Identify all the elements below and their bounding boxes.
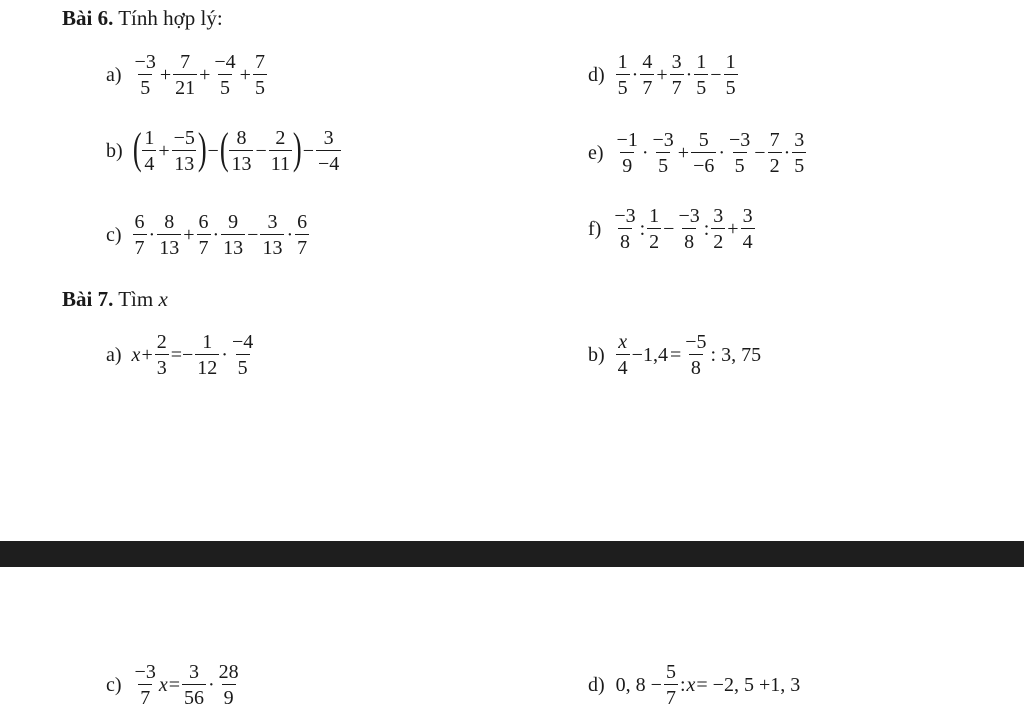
- denominator: 7: [295, 234, 309, 258]
- fraction: [640, 52, 654, 98]
- left-paren: (: [219, 124, 229, 173]
- operator: ·: [641, 142, 649, 164]
- fraction: [221, 212, 245, 258]
- denominator: 9: [620, 152, 634, 176]
- fraction: [269, 128, 292, 174]
- bai7-problem-b: [588, 332, 762, 378]
- operator: +: [158, 140, 170, 162]
- fraction: [260, 212, 284, 258]
- bai7-title-var: x: [158, 287, 168, 311]
- numerator: 7: [180, 51, 191, 73]
- numerator: −3: [614, 205, 636, 227]
- fraction: [172, 128, 197, 174]
- numerator: 1: [649, 205, 660, 227]
- fraction: [792, 130, 806, 176]
- operator: =: [168, 674, 180, 696]
- denominator: 5: [616, 74, 630, 98]
- numerator: −3: [678, 205, 700, 227]
- fraction: [612, 206, 637, 252]
- bai6-title-bold: Bài 6.: [62, 6, 114, 30]
- operator: ·: [208, 674, 215, 696]
- operator: ·: [212, 224, 220, 246]
- problem-label: d): [588, 64, 605, 86]
- bai6-title-text: Tính hợp lý:: [118, 6, 223, 30]
- bai6-heading: [62, 8, 223, 29]
- bai7-problem-c: [106, 662, 242, 708]
- denominator: 5: [694, 74, 708, 98]
- denominator: −4: [316, 150, 341, 174]
- numerator: 2: [275, 127, 286, 149]
- fraction: [197, 212, 211, 258]
- fraction: [616, 52, 630, 98]
- operator: =−: [170, 344, 194, 366]
- expression-text: = −2, 5 +1, 3: [696, 674, 801, 696]
- bai6-problem-b: [106, 124, 342, 175]
- fraction: [694, 52, 708, 98]
- numerator: −3: [729, 129, 751, 151]
- operator: −: [207, 140, 219, 162]
- numerator: 5: [665, 661, 676, 683]
- operator: −: [710, 64, 722, 86]
- separator-bar: [0, 541, 1024, 567]
- operator: +: [239, 64, 251, 86]
- fraction: [711, 206, 725, 252]
- fraction: [195, 332, 219, 378]
- fraction: [676, 206, 701, 252]
- operator: −: [302, 140, 314, 162]
- numerator: 3: [671, 51, 682, 73]
- problem-label: c): [106, 674, 122, 696]
- fraction: [615, 130, 640, 176]
- fraction: [670, 52, 684, 98]
- numerator: 7: [769, 129, 780, 151]
- bai7-problem-a: [106, 332, 256, 378]
- expression-text: −1,4: [631, 344, 668, 366]
- numerator: 9: [228, 211, 239, 233]
- bai7-title-bold: Bài 7.: [62, 287, 114, 311]
- bai7-problem-d: [588, 662, 801, 708]
- denominator: 7: [670, 74, 684, 98]
- operator: −: [255, 140, 267, 162]
- fraction: [230, 332, 255, 378]
- fraction: [295, 212, 309, 258]
- fraction: [651, 130, 676, 176]
- numerator: −5: [173, 127, 195, 149]
- fraction: [768, 130, 782, 176]
- problem-label: f): [588, 218, 602, 240]
- numerator: 28: [218, 661, 239, 683]
- numerator: 3: [323, 127, 334, 149]
- problem-label: d): [588, 674, 605, 696]
- operator: :: [679, 674, 686, 696]
- denominator: 8: [682, 228, 696, 252]
- numerator: 1: [202, 331, 213, 353]
- operator: +: [183, 224, 195, 246]
- fraction: [691, 130, 716, 176]
- numerator: 8: [164, 211, 175, 233]
- numerator: −4: [231, 331, 254, 353]
- fraction: [683, 332, 708, 378]
- bai6-problem-e: [588, 130, 807, 176]
- fraction: [133, 212, 147, 258]
- numerator: 3: [794, 129, 805, 151]
- operator: ·: [783, 142, 791, 164]
- denominator: 5: [138, 74, 152, 98]
- denominator: 13: [221, 234, 245, 258]
- numerator: −5: [685, 331, 707, 353]
- operator: ·: [286, 224, 294, 246]
- fraction: [142, 128, 156, 174]
- numerator: 4: [642, 51, 653, 73]
- denominator: 4: [616, 354, 630, 378]
- operator: ·: [718, 142, 726, 164]
- problem-label: c): [106, 224, 122, 246]
- bai6-problem-c: [106, 212, 310, 258]
- problem-label: b): [106, 140, 123, 162]
- problem-label: e): [588, 142, 604, 164]
- operator: :: [703, 218, 710, 240]
- numerator: 6: [198, 211, 209, 233]
- fraction: [741, 206, 755, 252]
- denominator: 5: [253, 74, 267, 98]
- denominator: 2: [711, 228, 725, 252]
- denominator: 7: [197, 234, 211, 258]
- denominator: 5: [656, 152, 670, 176]
- denominator: 4: [142, 150, 156, 174]
- expression-text: : 3, 75: [710, 344, 762, 366]
- numerator: x: [618, 331, 628, 353]
- numerator: −3: [134, 661, 156, 683]
- fraction: [229, 128, 253, 174]
- fraction: [155, 332, 169, 378]
- numerator: 6: [134, 211, 145, 233]
- fraction: [182, 662, 206, 708]
- numerator: 3: [713, 205, 724, 227]
- operator: +: [199, 64, 211, 86]
- fraction: [664, 662, 678, 708]
- numerator: 1: [725, 51, 736, 73]
- fraction: [616, 332, 630, 378]
- operator: ·: [148, 224, 156, 246]
- denominator: 5: [792, 152, 806, 176]
- operator: ·: [685, 64, 693, 86]
- operator: −: [247, 224, 259, 246]
- fraction: [316, 128, 341, 174]
- denominator: 21: [173, 74, 197, 98]
- variable-x: x: [686, 674, 696, 696]
- denominator: 5: [236, 354, 250, 378]
- denominator: −6: [691, 152, 716, 176]
- right-paren: ): [197, 124, 207, 173]
- operator: =: [669, 344, 682, 366]
- operator: +: [141, 344, 153, 366]
- numerator: 1: [617, 51, 628, 73]
- right-paren: ): [292, 124, 302, 173]
- problem-label: b): [588, 344, 605, 366]
- denominator: 56: [182, 684, 206, 708]
- problem-label: a): [106, 344, 122, 366]
- denominator: 3: [155, 354, 169, 378]
- denominator: 2: [647, 228, 661, 252]
- fraction: [217, 662, 241, 708]
- expression-text: 0, 8 −: [615, 674, 662, 696]
- fraction: [724, 52, 738, 98]
- numerator: 3: [189, 661, 199, 683]
- numerator: −3: [652, 129, 674, 151]
- bai6-problem-f: [588, 206, 756, 252]
- operator: ·: [221, 344, 228, 366]
- denominator: 9: [222, 684, 236, 708]
- bai7-title-text: Tìm: [118, 287, 154, 311]
- problem-label: a): [106, 64, 122, 86]
- left-paren: (: [132, 124, 142, 173]
- fraction: [647, 206, 661, 252]
- fraction: [212, 52, 237, 98]
- denominator: 7: [664, 684, 678, 708]
- denominator: 8: [618, 228, 632, 252]
- numerator: 8: [236, 127, 247, 149]
- bai7-heading: [62, 289, 168, 310]
- operator: :: [639, 218, 646, 240]
- operator: +: [159, 64, 172, 86]
- operator: +: [677, 142, 690, 164]
- denominator: 5: [733, 152, 747, 176]
- denominator: 5: [724, 74, 738, 98]
- numerator: 2: [156, 331, 167, 353]
- numerator: 1: [696, 51, 707, 73]
- operator: ·: [631, 64, 639, 86]
- variable-x: x: [131, 344, 141, 366]
- numerator: 7: [254, 51, 265, 73]
- denominator: 7: [133, 234, 147, 258]
- operator: +: [656, 64, 668, 86]
- numerator: −4: [214, 51, 236, 73]
- denominator: 13: [172, 150, 196, 174]
- fraction: [133, 52, 158, 98]
- denominator: 7: [138, 684, 152, 708]
- fraction: [173, 52, 197, 98]
- numerator: −1: [616, 129, 638, 151]
- bai6-problem-a: [106, 52, 268, 98]
- denominator: 4: [741, 228, 755, 252]
- numerator: 3: [742, 205, 753, 227]
- denominator: 13: [260, 234, 284, 258]
- fraction: [157, 212, 181, 258]
- variable-x: x: [158, 674, 168, 696]
- numerator: 3: [267, 211, 278, 233]
- operator: −: [754, 142, 766, 164]
- numerator: 6: [297, 211, 308, 233]
- numerator: 5: [698, 129, 709, 151]
- fraction: [133, 662, 158, 708]
- denominator: 13: [229, 150, 253, 174]
- fraction: [253, 52, 267, 98]
- denominator: 7: [640, 74, 654, 98]
- fraction: [727, 130, 752, 176]
- operator: −: [663, 218, 675, 240]
- denominator: 8: [689, 354, 703, 378]
- numerator: 1: [144, 127, 155, 149]
- denominator: 12: [195, 354, 219, 378]
- bai6-problem-d: [588, 52, 739, 98]
- operator: +: [727, 218, 739, 240]
- denominator: 13: [157, 234, 181, 258]
- denominator: 5: [218, 74, 232, 98]
- numerator: −3: [134, 51, 156, 73]
- denominator: 2: [768, 152, 782, 176]
- denominator: 11: [269, 150, 292, 174]
